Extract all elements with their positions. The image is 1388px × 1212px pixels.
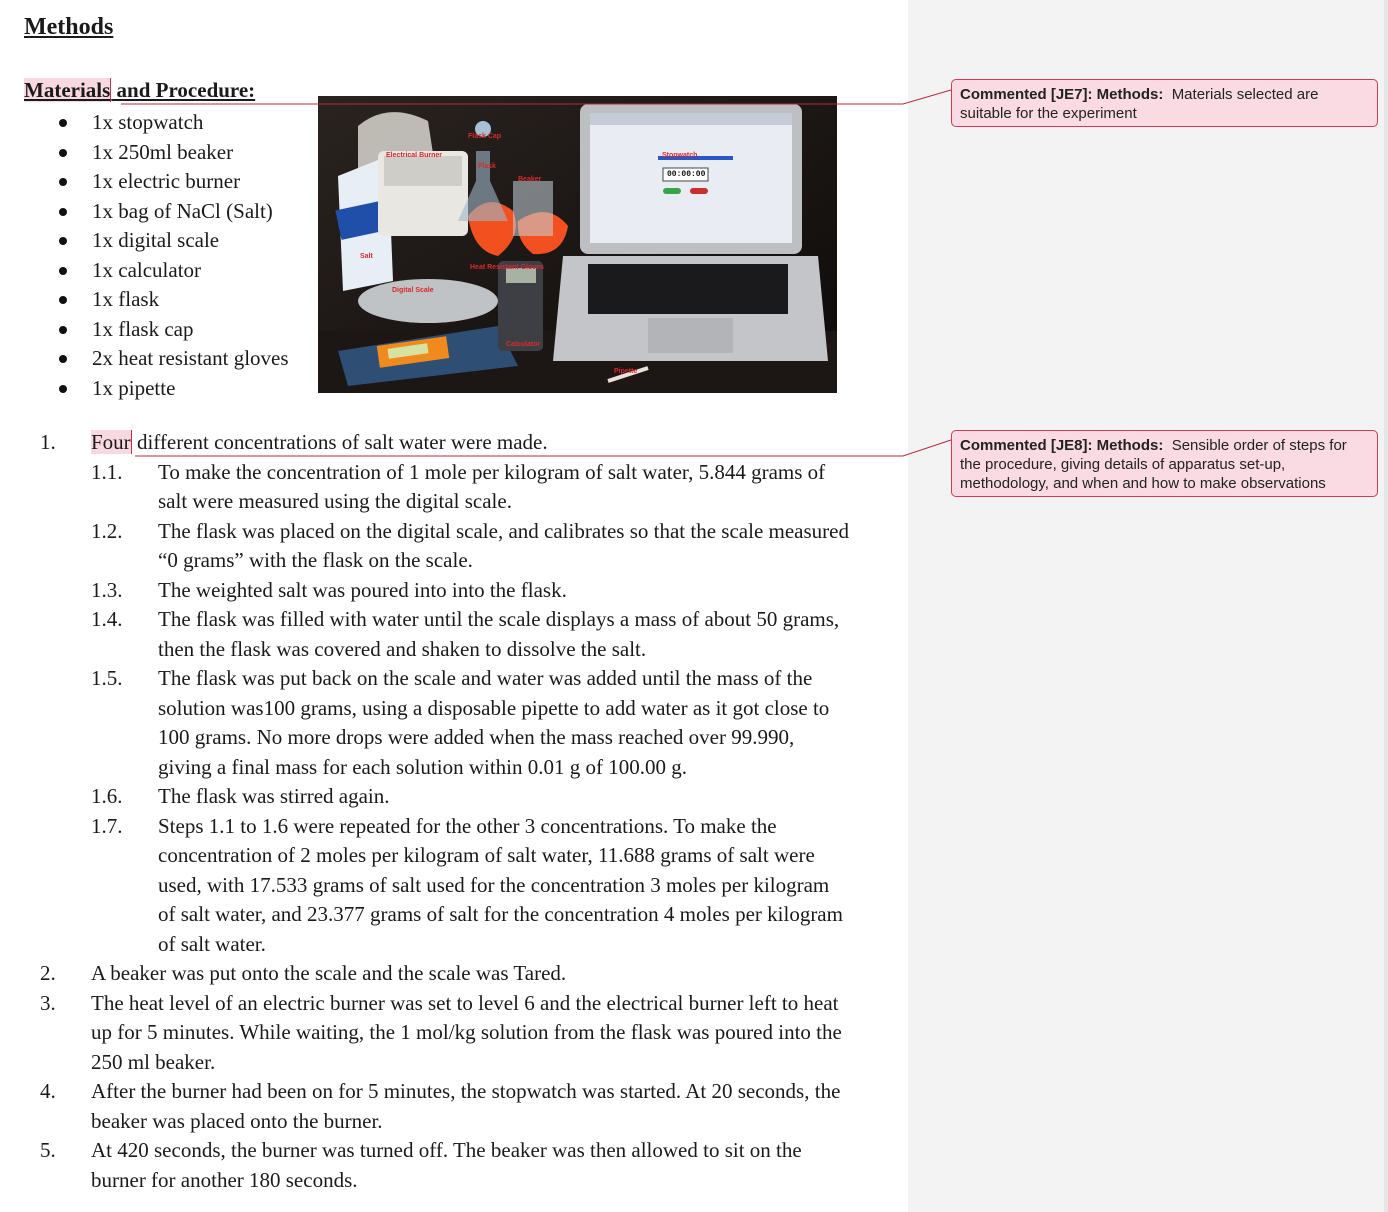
substep-text-line: solution was100 grams, using a disposable pipette to add water as it got close to [158,695,830,720]
substep-text-line: The flask was put back on the scale and water was added until the mass of the [158,666,813,690]
subheading-rest: and Procedure: [111,78,256,102]
material-item [55,256,289,286]
material-item [55,374,289,404]
step-1-text [91,428,548,458]
comment-anchor-materials[interactable]: Materials [24,78,111,102]
photo-label-pipette: Pipette [614,368,638,375]
bullet-icon [59,385,67,393]
photo-label-scale: Digital Scale [392,287,434,294]
photo-label-stopwatch: Stopwatch [662,152,698,159]
substep-text-line: used, with 17.533 grams of salt used for the concentration 3 moles per kilogram [158,872,830,897]
substep-text-line: The flask was filled with water until the scale displays a mass of about 50 grams, [158,607,840,631]
material-item [55,315,289,345]
comment-je8[interactable] [951,430,1378,497]
photo-stopwatch-display: 00:00:00 [667,170,706,179]
photo-label-flask: Flask [478,163,496,170]
apparatus-photo-drawing [318,96,837,393]
substep-text-line: “0 grams” with the flask on the scale. [158,548,473,572]
substep-number: 1.4. [91,607,123,631]
apparatus-photo [318,96,837,393]
comment-je7-text: Materials selected are suitable for the experiment [960,86,1319,122]
bullet-icon [59,149,67,157]
step-text-line: burner for another 180 seconds. [91,1167,358,1192]
material-label: 1x flask [92,287,160,311]
bullet-icon [59,267,67,275]
substep-number: 1.5. [91,666,123,690]
material-item [55,167,289,197]
photo-label-salt: Salt [360,253,373,260]
bullet-icon [59,178,67,186]
bullet-icon [59,208,67,216]
material-item [55,285,289,315]
material-item [55,344,289,374]
comment-margin [908,0,1388,1212]
material-label: 1x digital scale [92,228,220,252]
substep-text-line: salt were measured using the digital scale. [158,489,512,513]
step-text-line: The heat level of an electric burner was set to level 6 and the electrical burner left to heat [91,990,839,1015]
comment-anchor-four[interactable]: Four [91,430,131,454]
step-text-line: beaker was placed onto the burner. [91,1108,383,1133]
section-heading: Methods [24,14,114,40]
comment-je8-label: Commented [JE8]: Methods: [960,437,1164,454]
photo-label-burner: Electrical Burner [386,152,443,159]
material-label: 2x heat resistant gloves [92,346,289,370]
photo-label-gloves: Heat Resistant Gloves [470,264,544,271]
photo-label-calculator: Calculator [506,341,541,348]
step-text-line: After the burner had been on for 5 minutes, the stopwatch was started. At 20 seconds, the [91,1079,841,1103]
substep-text-line: The flask was placed on the digital scale, and calibrates so that the scale measured [158,518,849,543]
material-label: 1x pipette [92,375,176,400]
photo-label-beaker: Beaker [518,176,542,183]
materials-list [55,108,289,403]
substep-number: 1.6. [91,784,123,808]
material-item [55,138,289,168]
material-label: 1x flask cap [92,316,194,341]
material-label: 1x 250ml beaker [92,139,234,164]
step-text-line: 250 ml beaker. [91,1049,216,1074]
substep-text-line: then the flask was covered and shaken to dissolve the salt. [158,636,647,661]
step-number: 5. [40,1138,56,1162]
step-1-text-rest: different concentrations of salt water were made. [131,430,548,454]
substep-text-line: 100 grams. No more drops were added when the mass reached over 99.990, [158,725,795,749]
bullet-icon [59,296,67,304]
substep-number: 1.3. [91,577,123,602]
comment-je7-label: Commented [JE7]: Methods: [960,86,1164,103]
substep-text-line: Steps 1.1 to 1.6 were repeated for the other 3 concentrations. To make the [158,813,777,838]
substep-text-line: giving a final mass for each solution within 0.01 g of 100.00 g. [158,754,688,779]
material-label: 1x bag of NaCl (Salt) [92,198,273,223]
step-number: 2. [40,961,56,985]
substep-number: 1.1. [91,459,123,484]
bullet-icon [59,355,67,363]
subheading [24,78,255,103]
step-text-line: At 420 seconds, the burner was turned off. The beaker was then allowed to sit on the [91,1138,802,1162]
material-label: 1x electric burner [92,169,241,193]
material-item [55,197,289,227]
substep-text-line: The flask was stirred again. [158,784,390,808]
material-label: 1x calculator [92,257,202,282]
material-item [55,226,289,256]
photo-label-flask-cap: Flask Cap [468,133,502,140]
substep-text-line: To make the concentration of 1 mole per kilogram of salt water, 5.844 grams of [158,459,826,484]
comment-je8-text: Sensible order of steps for the procedure, giving details of apparatus set-up, methodology, and when and how to make observations [960,437,1347,492]
bullet-icon [59,326,67,334]
bullet-icon [59,237,67,245]
substep-text-line: concentration of 2 moles per kilogram of salt water, 11.688 grams of salt were [158,843,815,867]
step-text-line: up for 5 minutes. While waiting, the 1 mol/kg solution from the flask was poured into the [91,1020,842,1044]
substep-text-line: of salt water. [158,931,266,956]
step-text-line: A beaker was put onto the scale and the scale was Tared. [91,961,567,985]
substep-number: 1.2. [91,518,123,543]
substep-text-line: The weighted salt was poured into into the flask. [158,577,567,602]
material-item [55,108,289,138]
step-1-number: 1. [40,430,56,454]
bullet-icon [59,119,67,127]
step-number: 3. [40,990,56,1015]
material-label: 1x stopwatch [92,110,204,134]
margin-edge [1384,0,1388,1212]
substep-text-line: of salt water, and 23.377 grams of salt for the concentration 4 moles per kilogram [158,902,843,926]
comment-je7[interactable] [951,79,1378,127]
substep-number: 1.7. [91,813,123,838]
step-number: 4. [40,1079,56,1103]
